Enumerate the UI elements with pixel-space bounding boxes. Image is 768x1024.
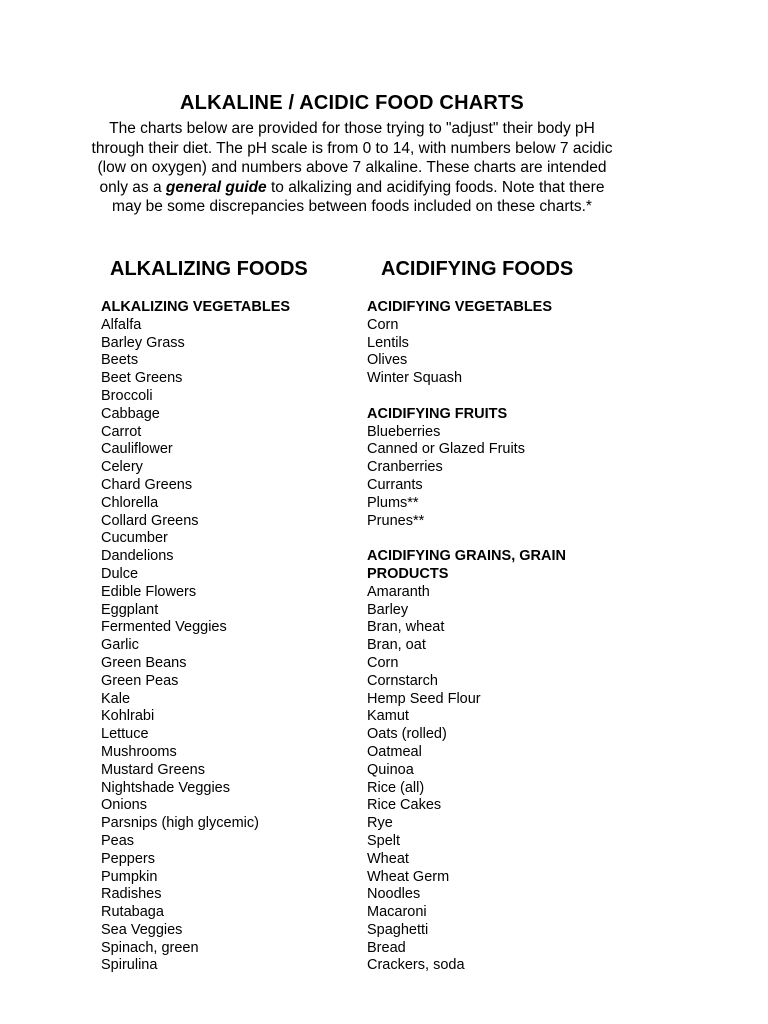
food-item: Bread — [367, 939, 406, 956]
food-item: Bran, oat — [367, 637, 426, 654]
section-title: ALKALIZING VEGETABLES — [101, 299, 291, 315]
food-item: Chlorella — [101, 494, 159, 511]
food-item: Bran, wheat — [367, 619, 445, 636]
food-item: Chard Greens — [101, 476, 193, 493]
food-item: Hemp Seed Flour — [367, 690, 481, 707]
food-item: Radishes — [101, 886, 162, 903]
food-item: Green Beans — [101, 654, 187, 671]
intro-text-before: The charts below are provided for those trying to "adjust" their body pH through their diet. The pH scale is from 0 to 14, with numbers below 7 acidic (low on oxygen) and numbers above 7 alkaline. These charts are intended only as a — [91, 120, 613, 196]
alkalizing-column — [101, 299, 361, 993]
food-item: Pumpkin — [101, 868, 158, 885]
food-item: Cabbage — [101, 405, 160, 422]
food-item: Spelt — [367, 832, 401, 849]
food-item: Crackers, soda — [367, 957, 465, 974]
food-item: Cucumber — [101, 530, 168, 547]
food-item: Cranberries — [367, 459, 443, 476]
food-item: Beets — [101, 352, 139, 369]
intro-emphasis: general guide — [165, 178, 267, 196]
food-item: Green Peas — [101, 672, 179, 689]
food-item: Kamut — [367, 708, 409, 725]
food-item: Fermented Veggies — [101, 619, 227, 636]
food-item: Rice (all) — [367, 779, 425, 796]
food-item: Olives — [367, 352, 408, 369]
food-item: Oatmeal — [367, 743, 422, 760]
food-item: Wheat — [367, 850, 409, 867]
food-item: Lentils — [367, 334, 409, 351]
food-item: Parsnips (high glycemic) — [101, 815, 259, 832]
food-item: Carrot — [101, 423, 142, 440]
food-item: Peppers — [101, 850, 156, 867]
food-item: Dulce — [101, 565, 139, 582]
food-item: Spinach, green — [101, 939, 199, 956]
food-item: Kale — [101, 690, 131, 707]
section-acidifying-grains-grain-products — [367, 548, 607, 975]
food-item: Beet Greens — [101, 370, 183, 387]
section-acidifying-vegetables — [367, 299, 607, 388]
food-item: Dandelions — [101, 548, 174, 565]
food-item: Canned or Glazed Fruits — [367, 441, 525, 458]
food-item: Winter Squash — [367, 370, 463, 387]
food-item: Rye — [367, 815, 393, 832]
food-item: Noodles — [367, 886, 421, 903]
food-item: Barley Grass — [101, 334, 185, 351]
food-item: Mustard Greens — [101, 761, 205, 778]
food-item: Barley — [367, 601, 409, 618]
acidifying-column — [367, 299, 607, 993]
food-item: Lettuce — [101, 726, 149, 743]
food-item: Plums** — [367, 494, 419, 511]
food-item: Broccoli — [101, 387, 153, 404]
food-item: Collard Greens — [101, 512, 199, 529]
document-title: ALKALINE / ACIDIC FOOD CHARTS — [180, 92, 524, 114]
alkalizing-foods-heading: ALKALIZING FOODS — [110, 258, 308, 280]
food-item: Rutabaga — [101, 904, 164, 921]
food-item: Cauliflower — [101, 441, 173, 458]
food-item: Eggplant — [101, 601, 159, 618]
section-title: ACIDIFYING VEGETABLES — [367, 299, 553, 315]
food-item: Kohlrabi — [101, 708, 155, 725]
intro-text-after: to alkalizing and acidifying foods. Note that there may be some discrepancies between foods included on these charts.* — [112, 178, 605, 215]
food-item: Edible Flowers — [101, 583, 197, 600]
food-item: Corn — [367, 654, 399, 671]
section-alkalizing-vegetables — [101, 299, 361, 975]
food-item: Amaranth — [367, 583, 430, 600]
food-item: Nightshade Veggies — [101, 779, 230, 796]
food-list — [367, 317, 607, 388]
section-acidifying-fruits — [367, 406, 607, 531]
food-item: Spaghetti — [367, 921, 429, 938]
food-item: Garlic — [101, 637, 139, 654]
food-item: Currants — [367, 476, 423, 493]
intro-paragraph — [88, 119, 616, 217]
food-item: Mushrooms — [101, 743, 177, 760]
food-item: Oats (rolled) — [367, 726, 447, 743]
food-item: Cornstarch — [367, 672, 438, 689]
food-item: Quinoa — [367, 761, 414, 778]
food-item: Rice Cakes — [367, 797, 442, 814]
section-title: ACIDIFYING FRUITS — [367, 405, 508, 422]
food-item: Peas — [101, 832, 135, 849]
food-list — [367, 584, 607, 976]
food-item: Blueberries — [367, 423, 441, 440]
food-item: Spirulina — [101, 957, 158, 974]
food-item: Sea Veggies — [101, 921, 183, 938]
food-list — [101, 317, 361, 975]
food-item: Corn — [367, 316, 399, 333]
food-item: Alfalfa — [101, 316, 142, 333]
food-item: Wheat Germ — [367, 868, 450, 885]
food-item: Macaroni — [367, 904, 427, 921]
section-title: ACIDIFYING GRAINS, GRAIN PRODUCTS — [367, 548, 566, 582]
food-item: Celery — [101, 459, 143, 476]
food-list — [367, 424, 607, 531]
food-item: Prunes** — [367, 512, 425, 529]
food-item: Onions — [101, 797, 147, 814]
acidifying-foods-heading: ACIDIFYING FOODS — [381, 258, 574, 280]
